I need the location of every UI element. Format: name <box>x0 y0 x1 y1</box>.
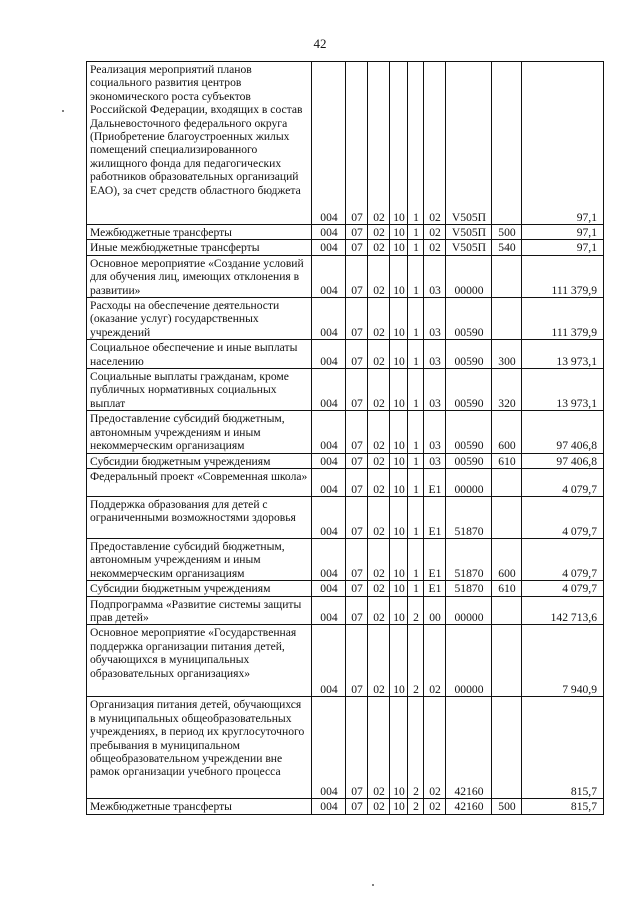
expense-type-cell <box>492 298 522 340</box>
subprogram-code-cell: 1 <box>408 538 424 580</box>
program-code-cell: 10 <box>390 225 408 240</box>
expense-name-cell: Поддержка образования для детей с ограниченными возможностями здоровья <box>87 496 312 538</box>
subsection-code-cell: 02 <box>368 596 390 625</box>
subprogram-code-cell: 1 <box>408 411 424 453</box>
subsection-code-cell: 02 <box>368 411 390 453</box>
expense-type-cell <box>492 697 522 799</box>
expense-type-cell <box>492 496 522 538</box>
subprogram-code-cell: 1 <box>408 298 424 340</box>
subprogram-code-cell: 1 <box>408 225 424 240</box>
expense-name-cell: Основное мероприятие «Государственная поддержка организации питания детей, обучающихся в муниципальных образовательных организациях» <box>87 625 312 697</box>
expense-name-cell: Субсидии бюджетным учреждениям <box>87 453 312 468</box>
subsection-code-cell: 02 <box>368 468 390 496</box>
expense-type-cell: 600 <box>492 538 522 580</box>
section-code-cell: 07 <box>346 581 368 596</box>
program-code-cell: 10 <box>390 340 408 369</box>
expense-type-cell: 610 <box>492 581 522 596</box>
table-row <box>87 298 604 340</box>
ministry-code-cell: 004 <box>312 697 346 799</box>
subsection-code-cell: 02 <box>368 340 390 369</box>
amount-cell: 815,7 <box>522 697 604 799</box>
table-row <box>87 625 604 697</box>
expense-direction-cell: 00590 <box>446 369 492 411</box>
amount-cell: 97 406,8 <box>522 453 604 468</box>
program-code-cell: 10 <box>390 468 408 496</box>
event-code-cell: 02 <box>424 225 446 240</box>
amount-cell: 13 973,1 <box>522 340 604 369</box>
table-row <box>87 799 604 814</box>
expense-type-cell <box>492 625 522 697</box>
table-row <box>87 369 604 411</box>
event-code-cell: 02 <box>424 625 446 697</box>
section-code-cell: 07 <box>346 596 368 625</box>
amount-cell: 13 973,1 <box>522 369 604 411</box>
expense-direction-cell: 00000 <box>446 596 492 625</box>
event-code-cell: 00 <box>424 596 446 625</box>
table-row <box>87 468 604 496</box>
ministry-code-cell: 004 <box>312 453 346 468</box>
subsection-code-cell: 02 <box>368 538 390 580</box>
expense-direction-cell: V505П <box>446 225 492 240</box>
ministry-code-cell: 004 <box>312 298 346 340</box>
ministry-code-cell: 004 <box>312 240 346 255</box>
expense-name-cell: Расходы на обеспечение деятельности (оказание услуг) государственных учреждений <box>87 298 312 340</box>
subprogram-code-cell: 1 <box>408 468 424 496</box>
amount-cell: 815,7 <box>522 799 604 814</box>
ministry-code-cell: 004 <box>312 625 346 697</box>
section-code-cell: 07 <box>346 240 368 255</box>
ministry-code-cell: 004 <box>312 596 346 625</box>
program-code-cell: 10 <box>390 538 408 580</box>
section-code-cell: 07 <box>346 538 368 580</box>
subsection-code-cell: 02 <box>368 453 390 468</box>
subprogram-code-cell: 1 <box>408 369 424 411</box>
subprogram-code-cell: 1 <box>408 240 424 255</box>
table-row <box>87 581 604 596</box>
program-code-cell: 10 <box>390 596 408 625</box>
table-row <box>87 538 604 580</box>
expense-direction-cell: 00000 <box>446 255 492 297</box>
section-code-cell: 07 <box>346 298 368 340</box>
event-code-cell: E1 <box>424 496 446 538</box>
expense-type-cell <box>492 596 522 625</box>
subsection-code-cell: 02 <box>368 799 390 814</box>
event-code-cell: 02 <box>424 240 446 255</box>
event-code-cell: E1 <box>424 581 446 596</box>
event-code-cell: 02 <box>424 799 446 814</box>
expense-type-cell: 300 <box>492 340 522 369</box>
program-code-cell: 10 <box>390 799 408 814</box>
section-code-cell: 07 <box>346 625 368 697</box>
event-code-cell: E1 <box>424 468 446 496</box>
ministry-code-cell: 004 <box>312 799 346 814</box>
subsection-code-cell: 02 <box>368 697 390 799</box>
section-code-cell: 07 <box>346 496 368 538</box>
amount-cell: 111 379,9 <box>522 298 604 340</box>
amount-cell: 7 940,9 <box>522 625 604 697</box>
expense-direction-cell: V505П <box>446 240 492 255</box>
program-code-cell: 10 <box>390 240 408 255</box>
subsection-code-cell: 02 <box>368 496 390 538</box>
expense-direction-cell: 51870 <box>446 496 492 538</box>
expense-direction-cell: 42160 <box>446 799 492 814</box>
expense-type-cell: 320 <box>492 369 522 411</box>
amount-cell: 97,1 <box>522 240 604 255</box>
amount-cell: 97 406,8 <box>522 411 604 453</box>
subprogram-code-cell: 2 <box>408 697 424 799</box>
scan-speck <box>372 884 374 886</box>
amount-cell: 97,1 <box>522 62 604 225</box>
amount-cell: 111 379,9 <box>522 255 604 297</box>
section-code-cell: 07 <box>346 411 368 453</box>
section-code-cell: 07 <box>346 62 368 225</box>
subsection-code-cell: 02 <box>368 240 390 255</box>
expense-direction-cell: V505П <box>446 62 492 225</box>
expense-direction-cell: 00590 <box>446 411 492 453</box>
amount-cell: 4 079,7 <box>522 468 604 496</box>
program-code-cell: 10 <box>390 369 408 411</box>
expense-type-cell: 540 <box>492 240 522 255</box>
program-code-cell: 10 <box>390 411 408 453</box>
scan-speck <box>62 110 64 112</box>
table-row <box>87 697 604 799</box>
subsection-code-cell: 02 <box>368 369 390 411</box>
ministry-code-cell: 004 <box>312 411 346 453</box>
program-code-cell: 10 <box>390 625 408 697</box>
expense-type-cell: 500 <box>492 799 522 814</box>
expense-direction-cell: 51870 <box>446 581 492 596</box>
event-code-cell: 03 <box>424 255 446 297</box>
subprogram-code-cell: 2 <box>408 596 424 625</box>
expense-name-cell: Межбюджетные трансферты <box>87 225 312 240</box>
program-code-cell: 10 <box>390 453 408 468</box>
subprogram-code-cell: 1 <box>408 453 424 468</box>
amount-cell: 4 079,7 <box>522 496 604 538</box>
expense-type-cell: 500 <box>492 225 522 240</box>
expense-name-cell: Основное мероприятие «Создание условий для обучения лиц, имеющих отклонения в развитии» <box>87 255 312 297</box>
amount-cell: 4 079,7 <box>522 538 604 580</box>
table-row <box>87 225 604 240</box>
section-code-cell: 07 <box>346 255 368 297</box>
expense-direction-cell: 51870 <box>446 538 492 580</box>
subprogram-code-cell: 1 <box>408 581 424 596</box>
expense-name-cell: Предоставление субсидий бюджетным, автономным учреждениям и иным некоммерческим организациям <box>87 411 312 453</box>
expense-name-cell: Субсидии бюджетным учреждениям <box>87 581 312 596</box>
subsection-code-cell: 02 <box>368 255 390 297</box>
event-code-cell: 02 <box>424 62 446 225</box>
amount-cell: 97,1 <box>522 225 604 240</box>
subprogram-code-cell: 1 <box>408 496 424 538</box>
table-row <box>87 255 604 297</box>
subsection-code-cell: 02 <box>368 225 390 240</box>
section-code-cell: 07 <box>346 453 368 468</box>
expense-name-cell: Подпрограмма «Развитие системы защиты прав детей» <box>87 596 312 625</box>
event-code-cell: 03 <box>424 369 446 411</box>
expense-direction-cell: 00590 <box>446 340 492 369</box>
event-code-cell: 02 <box>424 697 446 799</box>
expense-type-cell <box>492 468 522 496</box>
section-code-cell: 07 <box>346 468 368 496</box>
table-row <box>87 496 604 538</box>
subsection-code-cell: 02 <box>368 581 390 596</box>
section-code-cell: 07 <box>346 799 368 814</box>
expense-name-cell: Социальное обеспечение и иные выплаты населению <box>87 340 312 369</box>
page-number: 42 <box>313 36 327 51</box>
section-code-cell: 07 <box>346 369 368 411</box>
subprogram-code-cell: 2 <box>408 625 424 697</box>
ministry-code-cell: 004 <box>312 255 346 297</box>
expense-name-cell: Федеральный проект «Современная школа» <box>87 468 312 496</box>
table-row <box>87 240 604 255</box>
expense-name-cell: Межбюджетные трансферты <box>87 799 312 814</box>
expense-type-cell <box>492 62 522 225</box>
expense-name-cell: Предоставление субсидий бюджетным, автономным учреждениям и иным некоммерческим организациям <box>87 538 312 580</box>
expense-type-cell: 610 <box>492 453 522 468</box>
table-row <box>87 596 604 625</box>
event-code-cell: 03 <box>424 298 446 340</box>
expense-name-cell: Реализация мероприятий планов социального развития центров экономического роста субъектов Российской Федерации, входящих в состав Дальневосточного федерального округа (Приобретение благоустроенных жилых помещений специализированного жилищного фонда для педагогических работников образовательных организаций ЕАО), за счет средств областного бюджета <box>87 62 312 225</box>
expense-name-cell: Иные межбюджетные трансферты <box>87 240 312 255</box>
budget-allocation-table <box>86 61 604 815</box>
table-row <box>87 340 604 369</box>
subsection-code-cell: 02 <box>368 298 390 340</box>
expense-direction-cell: 00000 <box>446 468 492 496</box>
program-code-cell: 10 <box>390 62 408 225</box>
ministry-code-cell: 004 <box>312 538 346 580</box>
amount-cell: 142 713,6 <box>522 596 604 625</box>
ministry-code-cell: 004 <box>312 369 346 411</box>
expense-direction-cell: 00590 <box>446 298 492 340</box>
expense-direction-cell: 42160 <box>446 697 492 799</box>
section-code-cell: 07 <box>346 340 368 369</box>
ministry-code-cell: 004 <box>312 468 346 496</box>
section-code-cell: 07 <box>346 697 368 799</box>
event-code-cell: 03 <box>424 411 446 453</box>
subprogram-code-cell: 2 <box>408 799 424 814</box>
expense-name-cell: Социальные выплаты гражданам, кроме публичных нормативных социальных выплат <box>87 369 312 411</box>
section-code-cell: 07 <box>346 225 368 240</box>
subprogram-code-cell: 1 <box>408 62 424 225</box>
event-code-cell: 03 <box>424 340 446 369</box>
subprogram-code-cell: 1 <box>408 255 424 297</box>
expense-type-cell <box>492 255 522 297</box>
subsection-code-cell: 02 <box>368 625 390 697</box>
ministry-code-cell: 004 <box>312 496 346 538</box>
expense-type-cell: 600 <box>492 411 522 453</box>
event-code-cell: E1 <box>424 538 446 580</box>
program-code-cell: 10 <box>390 298 408 340</box>
program-code-cell: 10 <box>390 496 408 538</box>
expense-name-cell: Организация питания детей, обучающихся в муниципальных общеобразовательных учреждениях, в период их круглосуточного пребывания в муниципальном общеобразовательном учреждении вне рамок организации учебного процесса <box>87 697 312 799</box>
ministry-code-cell: 004 <box>312 225 346 240</box>
subprogram-code-cell: 1 <box>408 340 424 369</box>
amount-cell: 4 079,7 <box>522 581 604 596</box>
table-row <box>87 411 604 453</box>
program-code-cell: 10 <box>390 581 408 596</box>
table-row <box>87 453 604 468</box>
table-body <box>87 62 604 815</box>
event-code-cell: 03 <box>424 453 446 468</box>
subsection-code-cell: 02 <box>368 62 390 225</box>
table-row <box>87 62 604 225</box>
program-code-cell: 10 <box>390 697 408 799</box>
ministry-code-cell: 004 <box>312 581 346 596</box>
expense-direction-cell: 00590 <box>446 453 492 468</box>
program-code-cell: 10 <box>390 255 408 297</box>
expense-direction-cell: 00000 <box>446 625 492 697</box>
ministry-code-cell: 004 <box>312 340 346 369</box>
ministry-code-cell: 004 <box>312 62 346 225</box>
